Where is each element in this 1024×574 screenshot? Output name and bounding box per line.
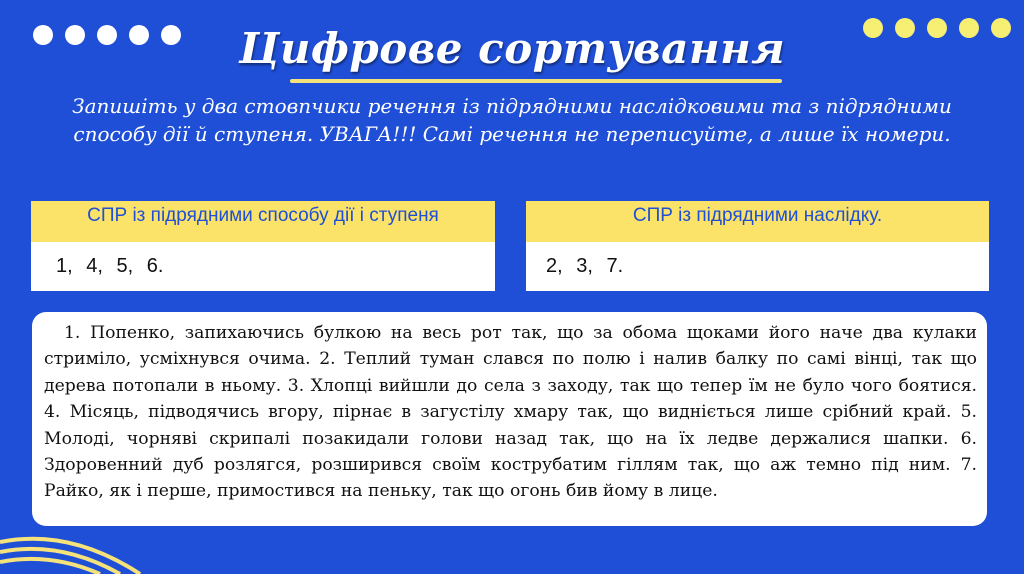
column-answer-values[interactable]: 1, 4, 5, 6. [56, 255, 164, 277]
column-answer-values[interactable]: 2, 3, 7. [546, 255, 624, 277]
title-underline [290, 79, 782, 83]
slide-title: Цифрове сортування [238, 24, 786, 73]
column-manner-degree [31, 201, 495, 291]
task-instructions: Запишіть у два стовпчики речення із підрядними наслідковими та з підрядними способу дії й ступеня. УВАГА!!! Самі речення не переписуйте, а лише їх номери. [72, 94, 952, 146]
column-header: СПР із підрядними наслідку. [526, 201, 989, 242]
decorative-arcs [0, 514, 160, 574]
sentences-panel [32, 312, 987, 526]
sentences-text: 1. Попенко, запихаючись булкою на весь рот так, що за обома щоками його наче два кулаки стриміло, усміхнувся очима. 2. Теплий туман слався по полю і налив балку по самі вінці, так що дерева потопали в ньому. 3. Хлопці вийшли до села з заходу, так що тепер їм не було чого боятися. 4. Місяць, підводячись вгору, пірнає в загустілу хмару так, що видніється лише срібний край. 5. Молоді, чорняві скрипалі позакидали голови назад так, що на їх ледве держалися шапки. 6. Здоровенний дуб розлягся, розширився своїм кострубатим гіллям так, що аж темно під ним. 7. Райко, як і перше, примостився на пеньку, так що огонь бив йому в лице. [44, 323, 977, 502]
column-header: СПР із підрядними способу дії і ступеня [31, 201, 495, 242]
column-consequence [526, 201, 989, 291]
